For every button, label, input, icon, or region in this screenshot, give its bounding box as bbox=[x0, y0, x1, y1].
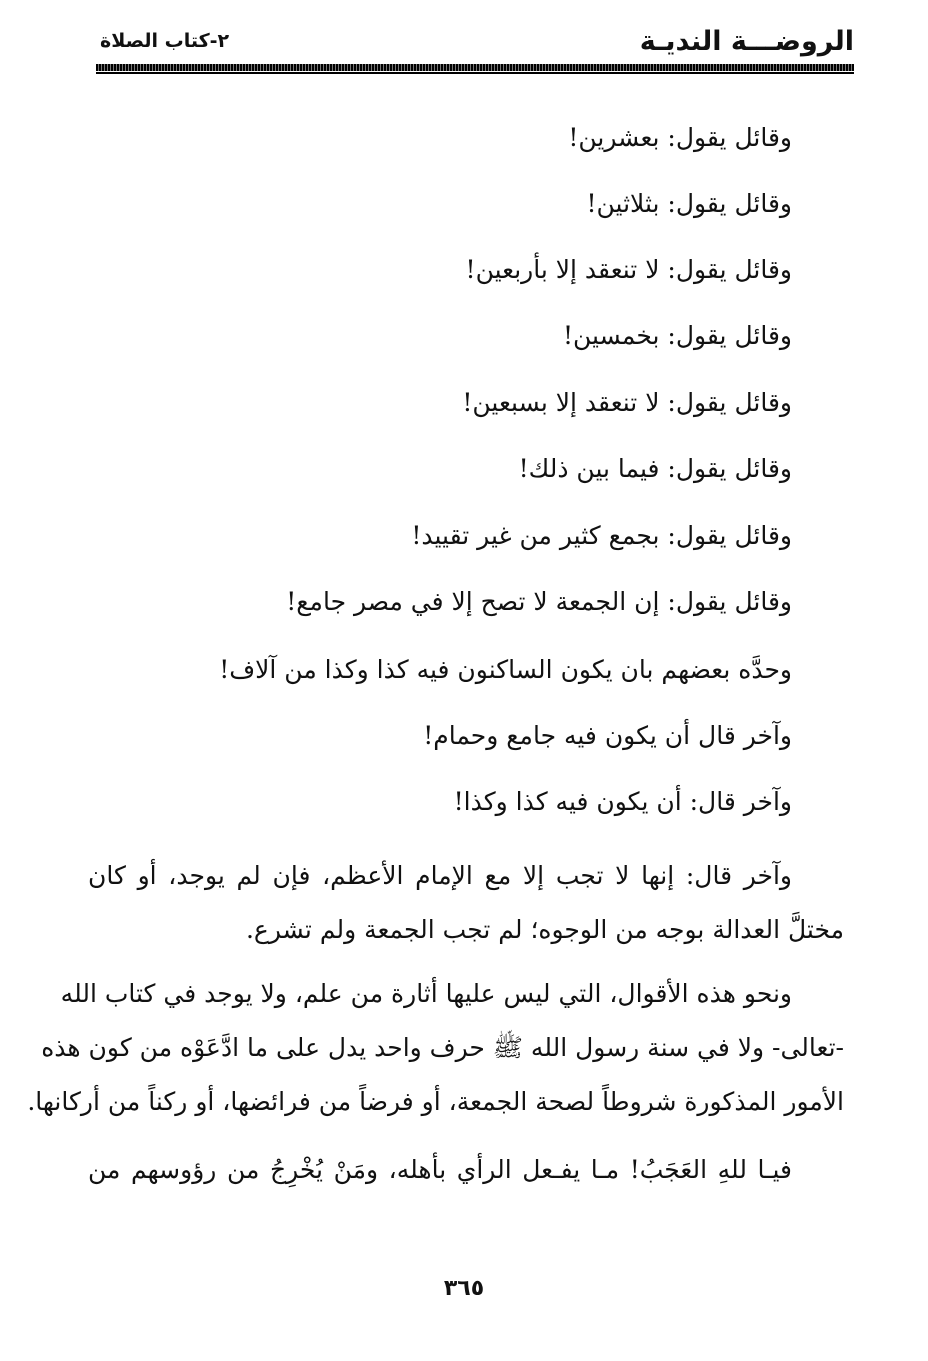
paragraph-line: مختلَّ العدالة بوجه من الوجوه؛ لم تجب الجمعة ولم تشرع. bbox=[245, 915, 844, 944]
paragraph-line: الأمور المذكورة شروطاً لصحة الجمعة، أو فرضاً من فرائضها، أو ركناً من أركانها. bbox=[27, 1087, 844, 1116]
text-line: وقائل يقول: لا تنعقد إلا بأربعين! bbox=[465, 255, 792, 284]
text-line: وقائل يقول: بجمع كثير من غير تقييد! bbox=[411, 521, 792, 550]
text-line: وقائل يقول: لا تنعقد إلا بسبعين! bbox=[462, 388, 792, 417]
text-line: وقائل يقول: بعشرين! bbox=[568, 123, 792, 152]
book-title: الروضـــة النديـة bbox=[639, 26, 854, 57]
text-line: وقائل يقول: بخمسين! bbox=[562, 321, 792, 350]
text-line: وآخر قال أن يكون فيه جامع وحمام! bbox=[423, 721, 792, 750]
text-line: وحدَّه بعضهم بان يكون الساكنون فيه كذا وكذا من آلاف! bbox=[219, 655, 792, 684]
page-number: ٣٦٥ bbox=[443, 1276, 485, 1301]
header-rule-thin bbox=[96, 72, 854, 74]
paragraph-line: -تعالى- ولا في سنة رسول الله ﷺ حرف واحد يدل على ما ادَّعَوْه من كون هذه bbox=[41, 1033, 844, 1062]
paragraph-line: ونحو هذه الأقوال، التي ليس عليها أثارة من علم، ولا يوجد في كتاب الله bbox=[60, 979, 792, 1008]
text-line: وقائل يقول: إن الجمعة لا تصح إلا في مصر جامع! bbox=[286, 587, 792, 616]
text-line: وآخر قال: أن يكون فيه كذا وكذا! bbox=[453, 787, 792, 816]
text-line: وقائل يقول: بثلاثين! bbox=[586, 189, 792, 218]
text-line: وقائل يقول: فيما بين ذلك! bbox=[518, 454, 792, 483]
paragraph-line: وآخر قال: إنها لا تجب إلا مع الإمام الأعظم، فإن لم يوجد، أو كان bbox=[88, 861, 792, 890]
running-header bbox=[96, 22, 854, 82]
chapter-title: ٢-كتاب الصلاة bbox=[100, 30, 230, 52]
paragraph-line: فيـا للهِ العَجَبُ! مـا يفـعل الرأي بأهله، ومَنْ يُخْرِجُ من رؤوسهم من bbox=[88, 1155, 792, 1184]
header-rule bbox=[96, 64, 854, 71]
